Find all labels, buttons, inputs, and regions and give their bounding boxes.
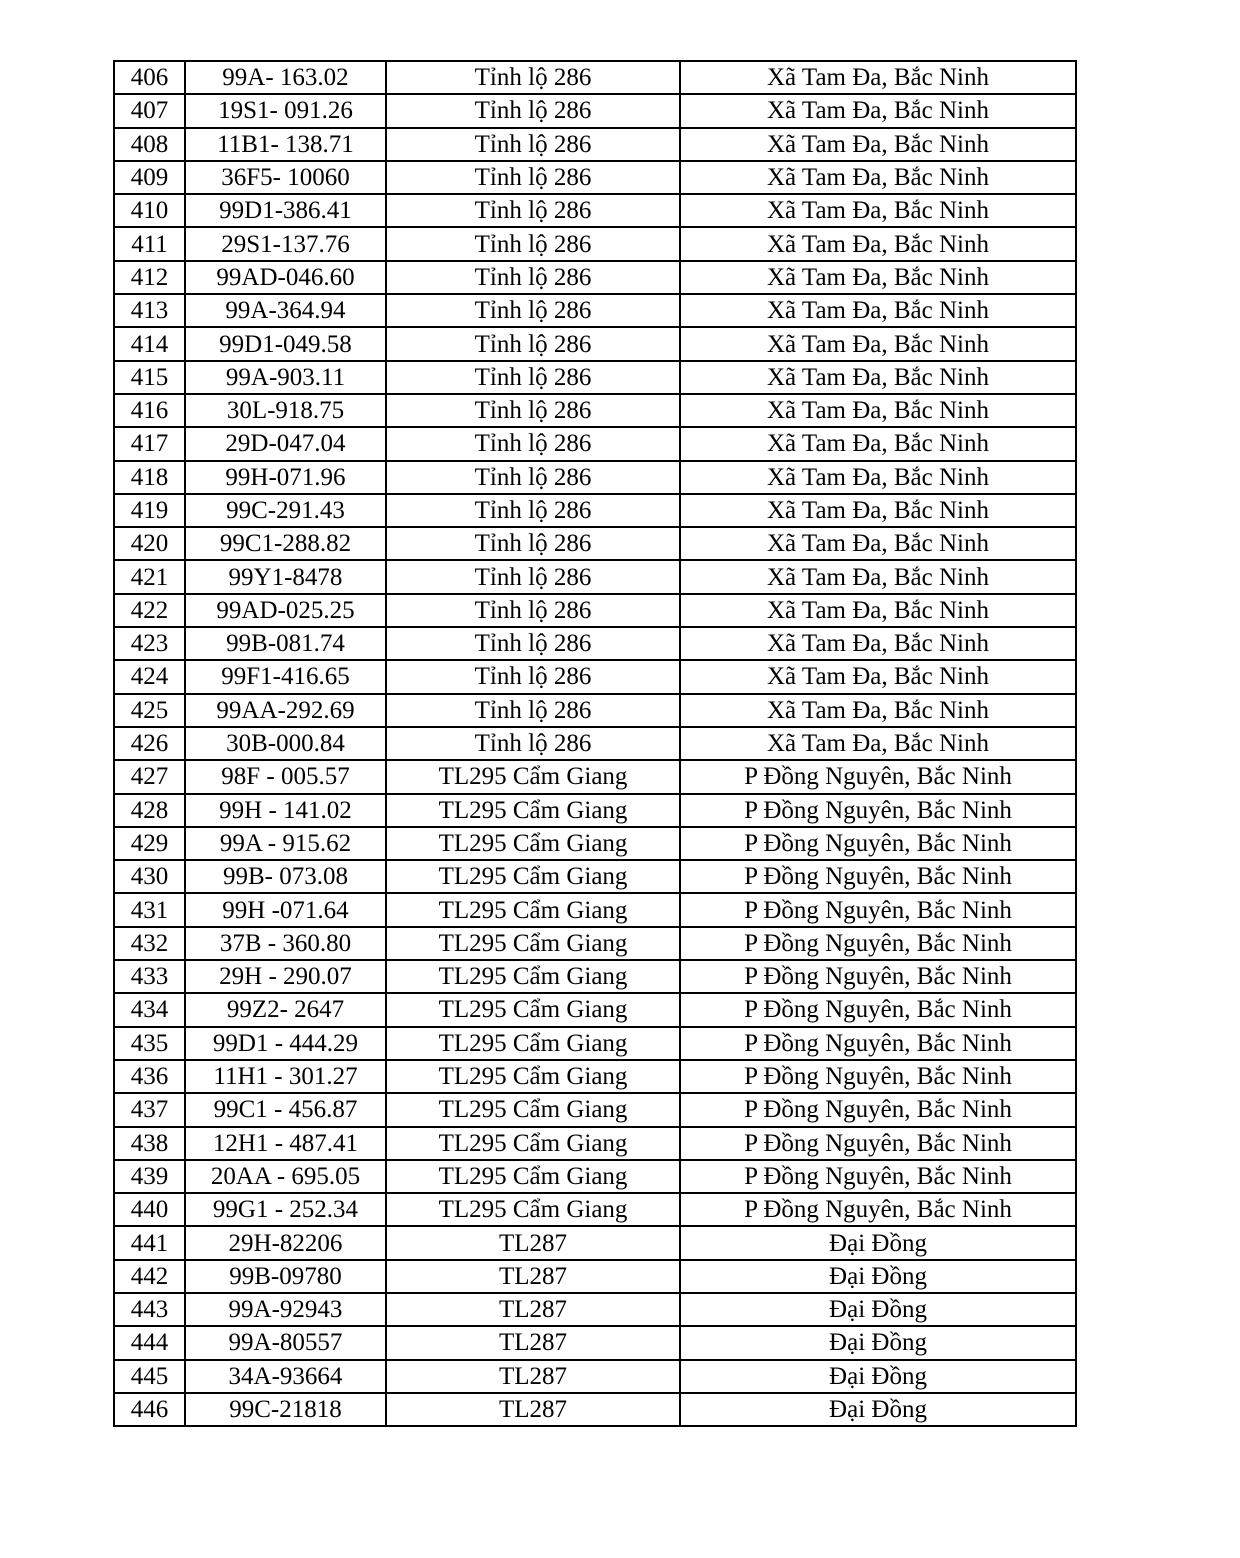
- cell-license-plate: 99A-92943: [185, 1293, 386, 1326]
- cell-license-plate: 99B-09780: [185, 1260, 386, 1293]
- cell-license-plate: 29D-047.04: [185, 427, 386, 460]
- cell-road: TL295 Cẩm Giang: [386, 1127, 680, 1160]
- cell-license-plate: 99D1-049.58: [185, 327, 386, 360]
- table-row: [114, 494, 1076, 527]
- cell-road: TL287: [386, 1260, 680, 1293]
- cell-license-plate: 11B1- 138.71: [185, 128, 386, 161]
- cell-stt: 438: [114, 1127, 185, 1160]
- cell-location: Xã Tam Đa, Bắc Ninh: [680, 227, 1076, 260]
- table-row: [114, 361, 1076, 394]
- cell-road: TL295 Cẩm Giang: [386, 1060, 680, 1093]
- cell-location: Xã Tam Đa, Bắc Ninh: [680, 94, 1076, 127]
- cell-stt: 416: [114, 394, 185, 427]
- cell-road: TL287: [386, 1226, 680, 1259]
- table-row: [114, 227, 1076, 260]
- cell-location: Xã Tam Đa, Bắc Ninh: [680, 427, 1076, 460]
- cell-license-plate: 99AD-025.25: [185, 594, 386, 627]
- cell-stt: 435: [114, 1027, 185, 1060]
- cell-road: Tỉnh lộ 286: [386, 161, 680, 194]
- cell-license-plate: 36F5- 10060: [185, 161, 386, 194]
- cell-stt: 439: [114, 1160, 185, 1193]
- cell-road: Tỉnh lộ 286: [386, 128, 680, 161]
- cell-license-plate: 37B - 360.80: [185, 927, 386, 960]
- cell-road: Tỉnh lộ 286: [386, 461, 680, 494]
- cell-license-plate: 99C1-288.82: [185, 527, 386, 560]
- table-row: [114, 294, 1076, 327]
- cell-location: Xã Tam Đa, Bắc Ninh: [680, 261, 1076, 294]
- cell-stt: 408: [114, 128, 185, 161]
- cell-stt: 444: [114, 1326, 185, 1359]
- cell-stt: 441: [114, 1226, 185, 1259]
- table-row: [114, 261, 1076, 294]
- cell-road: Tỉnh lộ 286: [386, 327, 680, 360]
- cell-stt: 431: [114, 893, 185, 926]
- cell-location: Xã Tam Đa, Bắc Ninh: [680, 560, 1076, 593]
- cell-license-plate: 20AA - 695.05: [185, 1160, 386, 1193]
- cell-location: P Đồng Nguyên, Bắc Ninh: [680, 960, 1076, 993]
- table-row: [114, 1293, 1076, 1326]
- cell-road: TL287: [386, 1393, 680, 1426]
- cell-road: Tỉnh lộ 286: [386, 294, 680, 327]
- cell-location: Xã Tam Đa, Bắc Ninh: [680, 61, 1076, 94]
- cell-location: P Đồng Nguyên, Bắc Ninh: [680, 794, 1076, 827]
- cell-license-plate: 99C1 - 456.87: [185, 1093, 386, 1126]
- cell-license-plate: 99A - 915.62: [185, 827, 386, 860]
- cell-stt: 428: [114, 794, 185, 827]
- table-row: [114, 1193, 1076, 1226]
- cell-location: Xã Tam Đa, Bắc Ninh: [680, 594, 1076, 627]
- cell-road: TL287: [386, 1326, 680, 1359]
- cell-stt: 446: [114, 1393, 185, 1426]
- cell-license-plate: 99D1 - 444.29: [185, 1027, 386, 1060]
- table-row: [114, 1127, 1076, 1160]
- cell-road: Tỉnh lộ 286: [386, 694, 680, 727]
- violations-table: [113, 60, 1077, 1427]
- cell-stt: 437: [114, 1093, 185, 1126]
- cell-license-plate: 99B-081.74: [185, 627, 386, 660]
- cell-location: P Đồng Nguyên, Bắc Ninh: [680, 993, 1076, 1026]
- cell-location: Xã Tam Đa, Bắc Ninh: [680, 660, 1076, 693]
- cell-location: Xã Tam Đa, Bắc Ninh: [680, 394, 1076, 427]
- cell-location: Xã Tam Đa, Bắc Ninh: [680, 461, 1076, 494]
- cell-license-plate: 30B-000.84: [185, 727, 386, 760]
- cell-location: P Đồng Nguyên, Bắc Ninh: [680, 827, 1076, 860]
- cell-road: TL295 Cẩm Giang: [386, 1193, 680, 1226]
- cell-stt: 413: [114, 294, 185, 327]
- cell-location: Đại Đồng: [680, 1326, 1076, 1359]
- cell-road: Tỉnh lộ 286: [386, 361, 680, 394]
- table-row: [114, 94, 1076, 127]
- cell-road: TL295 Cẩm Giang: [386, 1160, 680, 1193]
- cell-road: TL295 Cẩm Giang: [386, 960, 680, 993]
- cell-stt: 440: [114, 1193, 185, 1226]
- table-row: [114, 461, 1076, 494]
- cell-stt: 423: [114, 627, 185, 660]
- table-row: [114, 827, 1076, 860]
- cell-stt: 432: [114, 927, 185, 960]
- cell-location: Xã Tam Đa, Bắc Ninh: [680, 527, 1076, 560]
- cell-road: TL295 Cẩm Giang: [386, 827, 680, 860]
- cell-stt: 415: [114, 361, 185, 394]
- table-row: [114, 960, 1076, 993]
- cell-road: TL295 Cẩm Giang: [386, 993, 680, 1026]
- cell-license-plate: 99F1-416.65: [185, 660, 386, 693]
- cell-road: Tỉnh lộ 286: [386, 427, 680, 460]
- table-row: [114, 893, 1076, 926]
- cell-road: TL295 Cẩm Giang: [386, 760, 680, 793]
- cell-location: Xã Tam Đa, Bắc Ninh: [680, 194, 1076, 227]
- cell-location: P Đồng Nguyên, Bắc Ninh: [680, 927, 1076, 960]
- cell-road: Tỉnh lộ 286: [386, 394, 680, 427]
- cell-stt: 409: [114, 161, 185, 194]
- cell-license-plate: 99H -071.64: [185, 893, 386, 926]
- table-row: [114, 794, 1076, 827]
- table-row: [114, 760, 1076, 793]
- cell-license-plate: 99H-071.96: [185, 461, 386, 494]
- cell-stt: 410: [114, 194, 185, 227]
- cell-location: Xã Tam Đa, Bắc Ninh: [680, 727, 1076, 760]
- cell-license-plate: 99AD-046.60: [185, 261, 386, 294]
- cell-license-plate: 99C-21818: [185, 1393, 386, 1426]
- cell-license-plate: 99AA-292.69: [185, 694, 386, 727]
- cell-stt: 445: [114, 1360, 185, 1393]
- cell-location: Đại Đồng: [680, 1360, 1076, 1393]
- cell-road: Tỉnh lộ 286: [386, 194, 680, 227]
- table-row: [114, 1393, 1076, 1426]
- cell-license-plate: 99G1 - 252.34: [185, 1193, 386, 1226]
- cell-location: Đại Đồng: [680, 1293, 1076, 1326]
- cell-location: P Đồng Nguyên, Bắc Ninh: [680, 1193, 1076, 1226]
- cell-stt: 430: [114, 860, 185, 893]
- cell-location: P Đồng Nguyên, Bắc Ninh: [680, 1127, 1076, 1160]
- table-row: [114, 394, 1076, 427]
- cell-license-plate: 11H1 - 301.27: [185, 1060, 386, 1093]
- table-row: [114, 194, 1076, 227]
- cell-road: Tỉnh lộ 286: [386, 627, 680, 660]
- cell-license-plate: 98F - 005.57: [185, 760, 386, 793]
- cell-stt: 424: [114, 660, 185, 693]
- cell-license-plate: 99Z2- 2647: [185, 993, 386, 1026]
- table-row: [114, 694, 1076, 727]
- cell-stt: 417: [114, 427, 185, 460]
- cell-road: TL287: [386, 1360, 680, 1393]
- table-row: [114, 1326, 1076, 1359]
- table-row: [114, 1060, 1076, 1093]
- cell-road: Tỉnh lộ 286: [386, 727, 680, 760]
- table-row: [114, 860, 1076, 893]
- table-row: [114, 1360, 1076, 1393]
- cell-stt: 414: [114, 327, 185, 360]
- cell-license-plate: 19S1- 091.26: [185, 94, 386, 127]
- table-row: [114, 594, 1076, 627]
- table-row: [114, 527, 1076, 560]
- cell-location: P Đồng Nguyên, Bắc Ninh: [680, 1060, 1076, 1093]
- cell-license-plate: 12H1 - 487.41: [185, 1127, 386, 1160]
- table-row: [114, 927, 1076, 960]
- cell-location: Xã Tam Đa, Bắc Ninh: [680, 294, 1076, 327]
- cell-road: TL295 Cẩm Giang: [386, 893, 680, 926]
- cell-license-plate: 29S1-137.76: [185, 227, 386, 260]
- cell-location: Xã Tam Đa, Bắc Ninh: [680, 161, 1076, 194]
- table-row: [114, 1093, 1076, 1126]
- table-row: [114, 128, 1076, 161]
- cell-road: Tỉnh lộ 286: [386, 527, 680, 560]
- cell-location: P Đồng Nguyên, Bắc Ninh: [680, 1093, 1076, 1126]
- cell-stt: 407: [114, 94, 185, 127]
- cell-road: Tỉnh lộ 286: [386, 560, 680, 593]
- cell-road: TL287: [386, 1293, 680, 1326]
- table-row: [114, 727, 1076, 760]
- cell-location: Đại Đồng: [680, 1260, 1076, 1293]
- cell-stt: 433: [114, 960, 185, 993]
- cell-stt: 436: [114, 1060, 185, 1093]
- cell-location: Xã Tam Đa, Bắc Ninh: [680, 128, 1076, 161]
- cell-stt: 420: [114, 527, 185, 560]
- table-row: [114, 427, 1076, 460]
- cell-license-plate: 29H-82206: [185, 1226, 386, 1259]
- cell-road: Tỉnh lộ 286: [386, 94, 680, 127]
- cell-license-plate: 99A-364.94: [185, 294, 386, 327]
- table-row: [114, 327, 1076, 360]
- cell-license-plate: 99Y1-8478: [185, 560, 386, 593]
- cell-stt: 425: [114, 694, 185, 727]
- cell-road: Tỉnh lộ 286: [386, 227, 680, 260]
- cell-location: P Đồng Nguyên, Bắc Ninh: [680, 1160, 1076, 1193]
- cell-location: P Đồng Nguyên, Bắc Ninh: [680, 893, 1076, 926]
- cell-road: Tỉnh lộ 286: [386, 594, 680, 627]
- cell-license-plate: 99A- 163.02: [185, 61, 386, 94]
- cell-license-plate: 99A-80557: [185, 1326, 386, 1359]
- cell-stt: 426: [114, 727, 185, 760]
- table-row: [114, 1226, 1076, 1259]
- cell-license-plate: 99D1-386.41: [185, 194, 386, 227]
- table-row: [114, 560, 1076, 593]
- table-row: [114, 627, 1076, 660]
- cell-stt: 442: [114, 1260, 185, 1293]
- table-row: [114, 161, 1076, 194]
- cell-location: Đại Đồng: [680, 1393, 1076, 1426]
- cell-stt: 434: [114, 993, 185, 1026]
- cell-location: Xã Tam Đa, Bắc Ninh: [680, 494, 1076, 527]
- cell-stt: 419: [114, 494, 185, 527]
- cell-stt: 443: [114, 1293, 185, 1326]
- cell-location: Xã Tam Đa, Bắc Ninh: [680, 627, 1076, 660]
- cell-location: P Đồng Nguyên, Bắc Ninh: [680, 760, 1076, 793]
- cell-road: Tỉnh lộ 286: [386, 261, 680, 294]
- cell-location: Đại Đồng: [680, 1226, 1076, 1259]
- cell-location: Xã Tam Đa, Bắc Ninh: [680, 327, 1076, 360]
- cell-location: Xã Tam Đa, Bắc Ninh: [680, 361, 1076, 394]
- cell-stt: 421: [114, 560, 185, 593]
- cell-stt: 406: [114, 61, 185, 94]
- cell-location: P Đồng Nguyên, Bắc Ninh: [680, 1027, 1076, 1060]
- cell-road: TL295 Cẩm Giang: [386, 927, 680, 960]
- cell-license-plate: 99H - 141.02: [185, 794, 386, 827]
- cell-road: TL295 Cẩm Giang: [386, 1027, 680, 1060]
- table-row: [114, 1260, 1076, 1293]
- table-row: [114, 1027, 1076, 1060]
- cell-license-plate: 99A-903.11: [185, 361, 386, 394]
- cell-stt: 411: [114, 227, 185, 260]
- table-row: [114, 993, 1076, 1026]
- cell-stt: 429: [114, 827, 185, 860]
- cell-license-plate: 34A-93664: [185, 1360, 386, 1393]
- cell-location: Xã Tam Đa, Bắc Ninh: [680, 694, 1076, 727]
- cell-road: TL295 Cẩm Giang: [386, 860, 680, 893]
- cell-stt: 422: [114, 594, 185, 627]
- cell-road: Tỉnh lộ 286: [386, 660, 680, 693]
- table-row: [114, 1160, 1076, 1193]
- table-row: [114, 660, 1076, 693]
- cell-road: TL295 Cẩm Giang: [386, 794, 680, 827]
- cell-license-plate: 99B- 073.08: [185, 860, 386, 893]
- cell-license-plate: 99C-291.43: [185, 494, 386, 527]
- cell-stt: 427: [114, 760, 185, 793]
- cell-road: Tỉnh lộ 286: [386, 61, 680, 94]
- cell-location: P Đồng Nguyên, Bắc Ninh: [680, 860, 1076, 893]
- table-row: [114, 61, 1076, 94]
- cell-stt: 412: [114, 261, 185, 294]
- cell-license-plate: 29H - 290.07: [185, 960, 386, 993]
- table-body: [114, 61, 1076, 1426]
- cell-stt: 418: [114, 461, 185, 494]
- cell-road: Tỉnh lộ 286: [386, 494, 680, 527]
- cell-road: TL295 Cẩm Giang: [386, 1093, 680, 1126]
- cell-license-plate: 30L-918.75: [185, 394, 386, 427]
